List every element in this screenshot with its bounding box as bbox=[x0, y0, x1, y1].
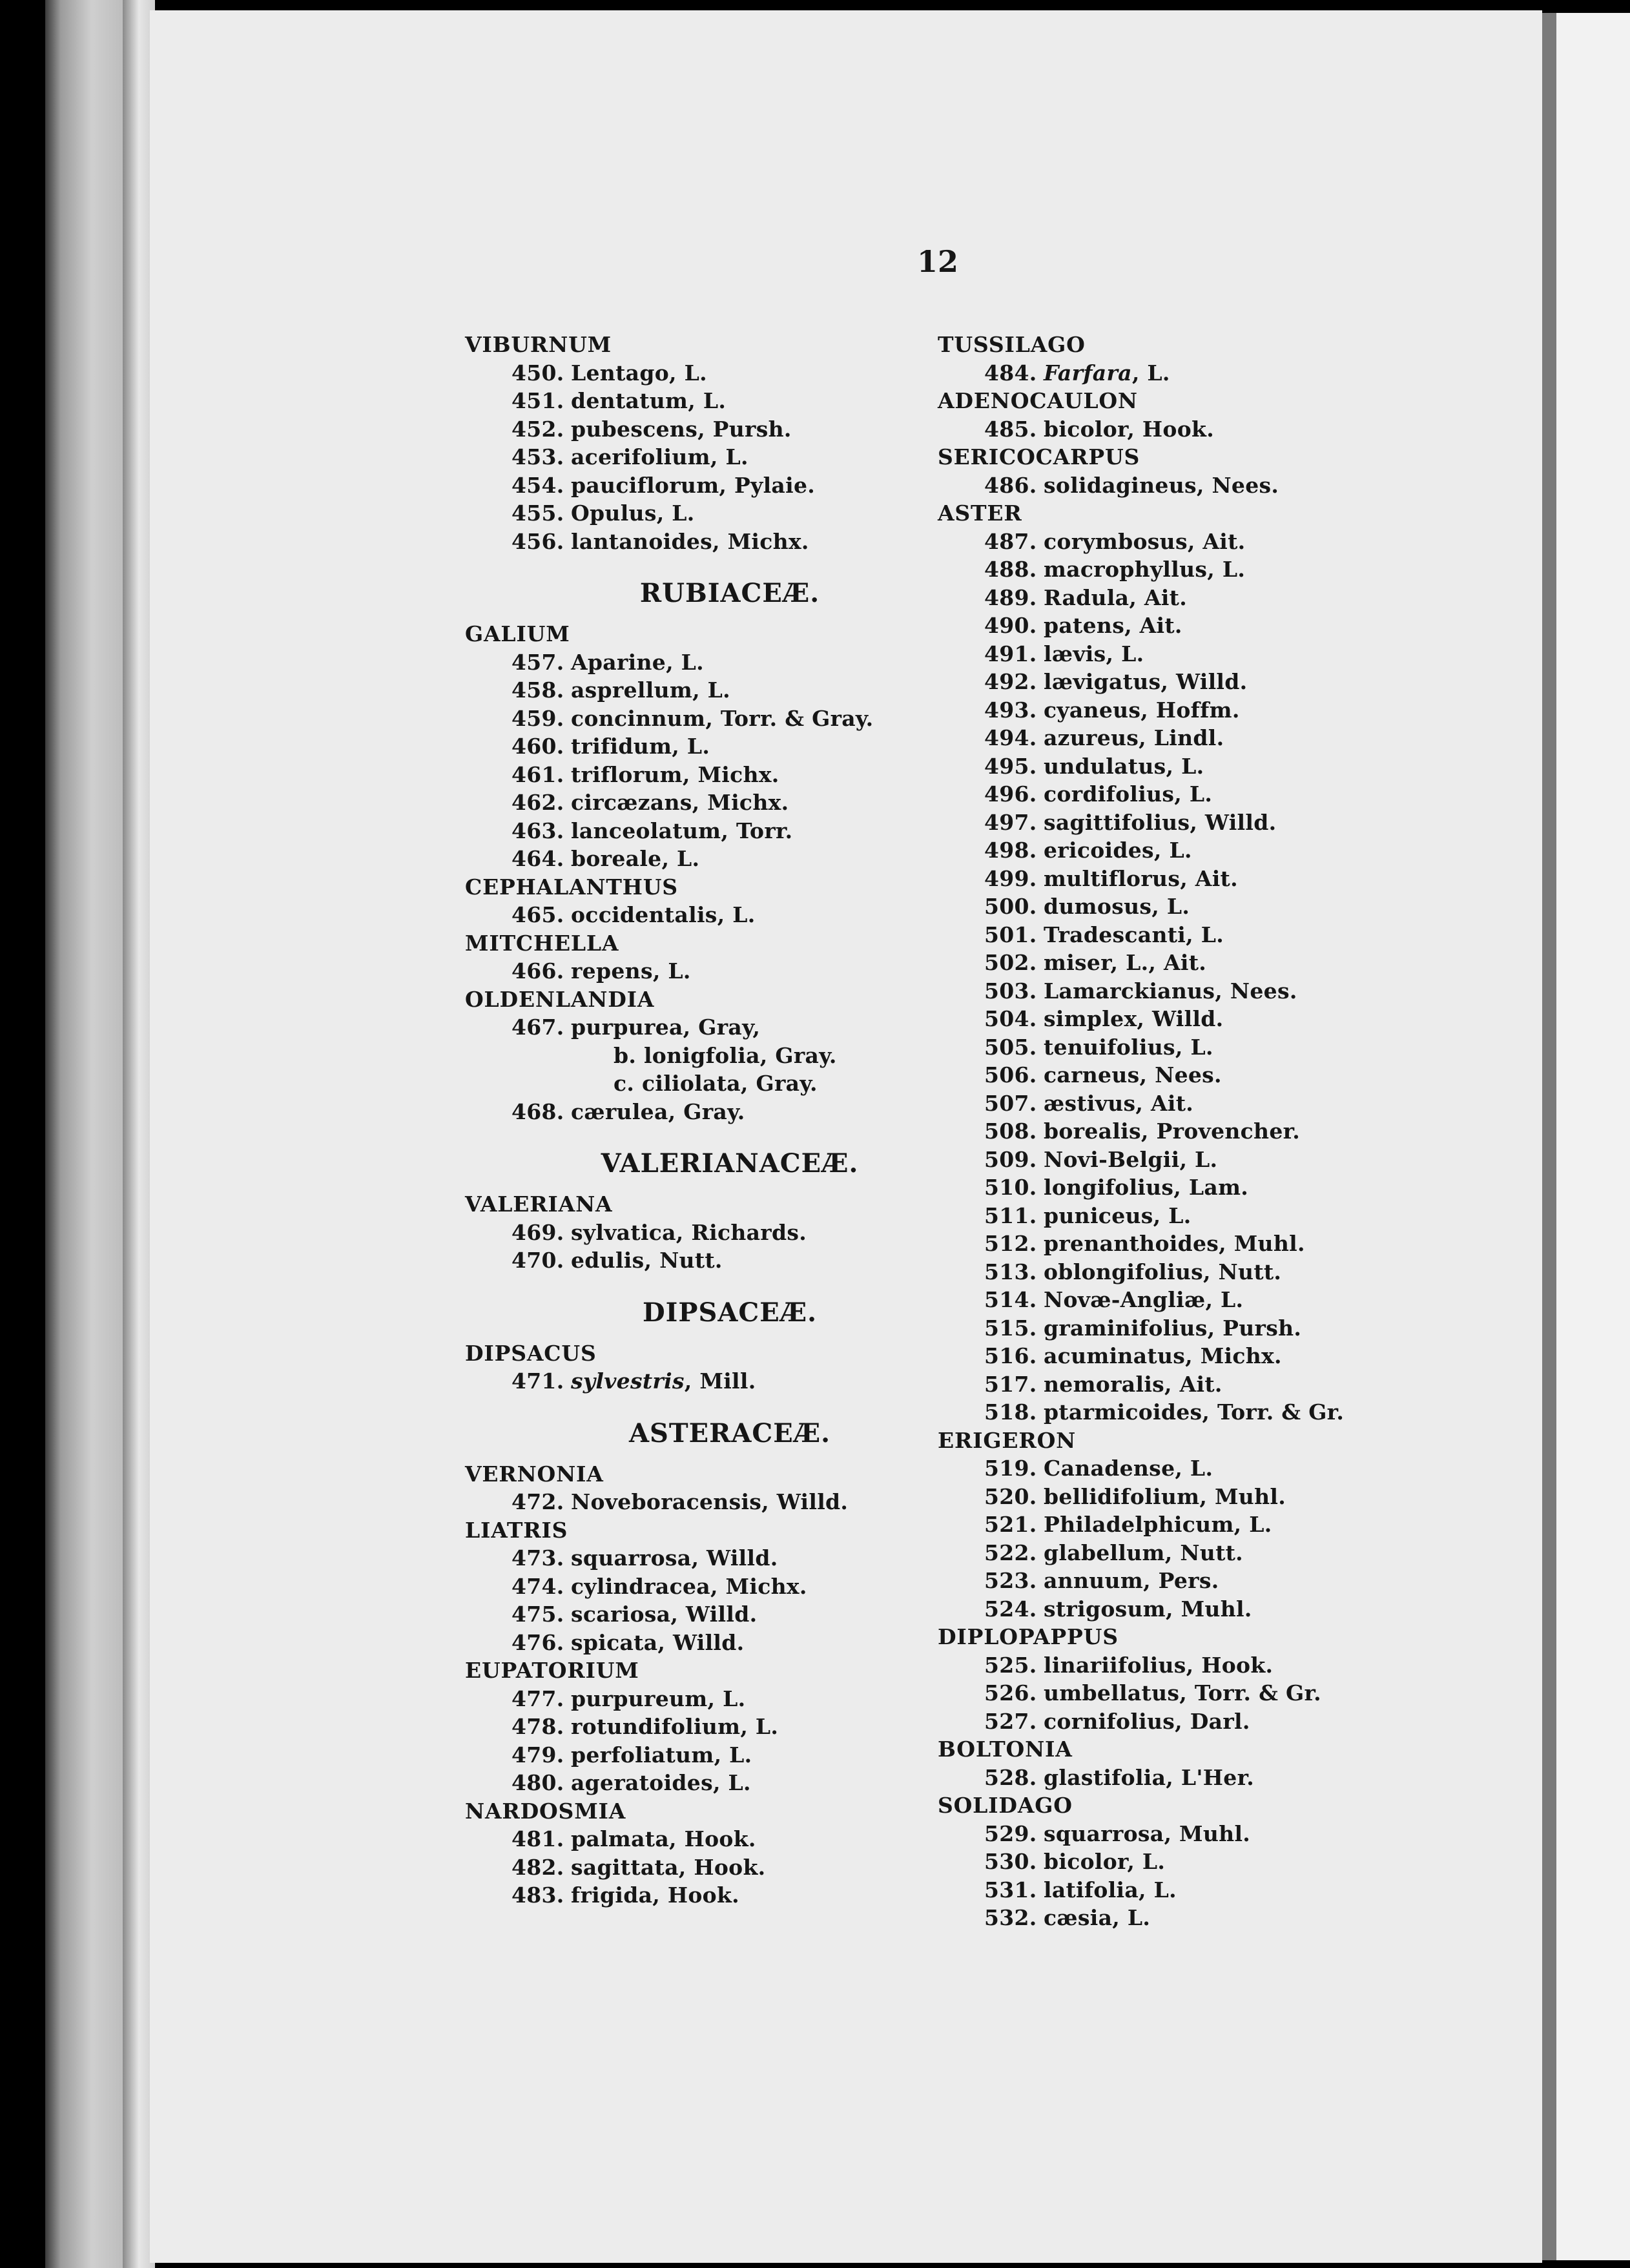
species-name: corymbosus, Ait. bbox=[1044, 528, 1246, 554]
species-name: miser, L., Ait. bbox=[1044, 950, 1207, 975]
entry-number: 522. bbox=[984, 1540, 1037, 1565]
genus-heading: CEPHALANTHUS bbox=[465, 874, 678, 900]
entry-number: 498. bbox=[984, 838, 1037, 863]
entry-number: 489. bbox=[984, 584, 1037, 610]
species-name: squarrosa, Willd. bbox=[571, 1545, 778, 1571]
entry-number: 475. bbox=[511, 1602, 564, 1627]
species-name: triflorum, Michx. bbox=[571, 761, 779, 787]
family-heading: ASTERACEÆ. bbox=[628, 1418, 831, 1448]
genus-heading: VERNONIA bbox=[465, 1461, 604, 1487]
entry-number: 471. bbox=[511, 1368, 564, 1394]
species-entry bbox=[938, 668, 1519, 696]
species-name: sagittifolius, Willd. bbox=[1044, 809, 1277, 835]
entry-number: 484. bbox=[984, 360, 1037, 386]
species-name: dentatum, L. bbox=[571, 388, 727, 413]
species-name: Canadense, L. bbox=[1044, 1456, 1213, 1481]
species-name: solidagineus, Nees. bbox=[1044, 472, 1279, 498]
species-name: puniceus, L. bbox=[1044, 1202, 1192, 1228]
species-entry bbox=[938, 836, 1519, 865]
species-entry bbox=[938, 1454, 1519, 1483]
species-entry bbox=[938, 1146, 1519, 1174]
species-name: scariosa, Willd. bbox=[571, 1602, 758, 1627]
species-name: pubescens, Pursh. bbox=[571, 416, 792, 442]
entry-number: 505. bbox=[984, 1034, 1037, 1060]
species-name: oblongifolius, Nutt. bbox=[1044, 1259, 1282, 1284]
species-name: frigida, Hook. bbox=[571, 1882, 739, 1908]
species-name: cylindracea, Michx. bbox=[571, 1573, 807, 1599]
genus-heading: DIPSACUS bbox=[465, 1340, 597, 1366]
species-entry bbox=[938, 1117, 1519, 1146]
entry-number: 483. bbox=[511, 1882, 564, 1908]
species-name: prenanthoides, Muhl. bbox=[1044, 1231, 1305, 1256]
species-name: annuum, Pers. bbox=[1044, 1568, 1219, 1593]
facing-page-edge bbox=[1556, 13, 1630, 2260]
species-name: sylvestris bbox=[571, 1368, 685, 1394]
family-heading: VALERIANACEÆ. bbox=[601, 1148, 859, 1179]
species-name: glastifolia, L'Her. bbox=[1044, 1764, 1255, 1790]
entry-number: 478. bbox=[511, 1714, 564, 1739]
species-entry bbox=[938, 555, 1519, 584]
species-entry bbox=[938, 1230, 1519, 1258]
genus-heading: ASTER bbox=[938, 500, 1022, 526]
species-entry bbox=[938, 1314, 1519, 1343]
species-name: æstivus, Ait. bbox=[1044, 1090, 1194, 1116]
entry-number: 515. bbox=[984, 1315, 1037, 1341]
variety-entry: b. lonigfolia, Gray. bbox=[614, 1042, 837, 1068]
entry-number: 477. bbox=[511, 1686, 564, 1711]
entry-number: 491. bbox=[984, 641, 1037, 666]
species-name: Novæ-Angliæ, L. bbox=[1044, 1287, 1244, 1312]
species-name: Philadelphicum, L. bbox=[1044, 1512, 1272, 1537]
species-name: longifolius, Lam. bbox=[1044, 1175, 1249, 1200]
species-name: ptarmicoides, Torr. & Gr. bbox=[1044, 1399, 1345, 1425]
species-name: bellidifolium, Muhl. bbox=[1044, 1483, 1286, 1509]
species-name: occidentalis, L. bbox=[571, 902, 756, 927]
entry-number: 455. bbox=[511, 500, 564, 526]
entry-number: 488. bbox=[984, 557, 1037, 582]
species-name: concinnum, Torr. & Gray. bbox=[571, 705, 874, 731]
species-name: acerifolium, L. bbox=[571, 444, 748, 469]
species-name: Lentago, L. bbox=[571, 360, 707, 386]
species-entry bbox=[938, 1173, 1519, 1202]
entry-number: 492. bbox=[984, 669, 1037, 694]
species-entry bbox=[938, 1202, 1519, 1230]
entry-number: 504. bbox=[984, 1006, 1037, 1031]
entry-number: 479. bbox=[511, 1742, 564, 1768]
species-entry bbox=[938, 612, 1519, 640]
species-name: ericoides, L. bbox=[1044, 838, 1192, 863]
entry-number: 456. bbox=[511, 528, 564, 554]
species-entry bbox=[938, 1258, 1519, 1286]
entry-number: 472. bbox=[511, 1489, 564, 1514]
species-name: acuminatus, Michx. bbox=[1044, 1343, 1282, 1368]
species-entry bbox=[938, 471, 1519, 500]
entry-number: 495. bbox=[984, 753, 1037, 779]
species-name: lævis, L. bbox=[1044, 641, 1144, 666]
entry-number: 531. bbox=[984, 1877, 1037, 1902]
genus-heading: LIATRIS bbox=[465, 1517, 568, 1543]
entry-number: 473. bbox=[511, 1545, 564, 1571]
entry-number: 526. bbox=[984, 1680, 1037, 1706]
family-heading: DIPSACEÆ. bbox=[642, 1297, 817, 1328]
entry-number: 459. bbox=[511, 705, 564, 731]
entry-number: 454. bbox=[511, 472, 564, 498]
entry-number: 481. bbox=[511, 1826, 564, 1851]
entry-number: 511. bbox=[984, 1202, 1037, 1228]
species-entry bbox=[938, 359, 1519, 387]
entry-number: 463. bbox=[511, 818, 564, 843]
entry-number: 485. bbox=[984, 416, 1037, 442]
species-entry bbox=[938, 1848, 1519, 1876]
species-entry bbox=[938, 415, 1519, 444]
entry-number: 486. bbox=[984, 472, 1037, 498]
species-entry bbox=[938, 528, 1519, 556]
page-number: 12 bbox=[917, 244, 959, 279]
species-entry bbox=[938, 1764, 1519, 1792]
entry-number: 468. bbox=[511, 1098, 564, 1124]
genus-heading: SOLIDAGO bbox=[938, 1793, 1073, 1818]
species-entry bbox=[938, 1061, 1519, 1089]
entry-number: 502. bbox=[984, 950, 1037, 975]
species-name: cordifolius, L. bbox=[1044, 781, 1213, 807]
entry-number: 457. bbox=[511, 649, 564, 675]
species-entry bbox=[938, 1089, 1519, 1118]
species-name: graminifolius, Pursh. bbox=[1044, 1315, 1302, 1341]
right-column bbox=[938, 331, 1519, 1932]
entry-number: 532. bbox=[984, 1905, 1037, 1930]
species-entry bbox=[938, 921, 1519, 949]
species-name: purpurea, Gray, bbox=[571, 1015, 761, 1040]
species-entry bbox=[938, 1033, 1519, 1062]
entry-number: 503. bbox=[984, 978, 1037, 1004]
species-entry bbox=[938, 780, 1519, 809]
species-entry bbox=[938, 1398, 1519, 1427]
entry-number: 506. bbox=[984, 1062, 1037, 1088]
species-name: trifidum, L. bbox=[571, 734, 710, 759]
species-entry bbox=[938, 892, 1519, 921]
entry-number: 458. bbox=[511, 677, 564, 703]
entry-number: 476. bbox=[511, 1629, 564, 1655]
variety-entry: c. ciliolata, Gray. bbox=[614, 1071, 818, 1096]
entry-number: 514. bbox=[984, 1287, 1037, 1312]
species-name: repens, L. bbox=[571, 958, 691, 984]
entry-number: 474. bbox=[511, 1573, 564, 1599]
entry-number: 523. bbox=[984, 1568, 1037, 1593]
species-name: linariifolius, Hook. bbox=[1044, 1652, 1274, 1678]
entry-number: 513. bbox=[984, 1259, 1037, 1284]
entry-number: 470. bbox=[511, 1248, 564, 1273]
species-entry bbox=[938, 1567, 1519, 1595]
entry-number: 520. bbox=[984, 1483, 1037, 1509]
species-entry bbox=[938, 977, 1519, 1005]
entry-number: 452. bbox=[511, 416, 564, 442]
species-name: tenuifolius, L. bbox=[1044, 1034, 1213, 1060]
entry-number: 496. bbox=[984, 781, 1037, 807]
species-name: Novi-Belgii, L. bbox=[1044, 1146, 1218, 1172]
species-name: purpureum, L. bbox=[571, 1686, 746, 1711]
entry-number: 482. bbox=[511, 1854, 564, 1880]
species-name: palmata, Hook. bbox=[571, 1826, 756, 1851]
species-name: carneus, Nees. bbox=[1044, 1062, 1222, 1088]
species-authority: , L. bbox=[1131, 360, 1170, 386]
species-entry bbox=[938, 696, 1519, 725]
species-name: cærulea, Gray. bbox=[571, 1098, 745, 1124]
genus-heading: EUPATORIUM bbox=[465, 1658, 639, 1683]
entry-number: 453. bbox=[511, 444, 564, 469]
entry-number: 450. bbox=[511, 360, 564, 386]
species-name: asprellum, L. bbox=[571, 677, 730, 703]
species-name: undulatus, L. bbox=[1044, 753, 1204, 779]
species-name: lanceolatum, Torr. bbox=[571, 818, 793, 843]
species-name: edulis, Nutt. bbox=[571, 1248, 723, 1273]
genus-heading: ADENOCAULON bbox=[938, 388, 1138, 413]
entry-number: 494. bbox=[984, 725, 1037, 750]
species-name: multiflorus, Ait. bbox=[1044, 865, 1238, 891]
genus-heading: MITCHELLA bbox=[465, 930, 619, 956]
species-name: cæsia, L. bbox=[1044, 1905, 1151, 1930]
species-entry bbox=[938, 1904, 1519, 1932]
species-name: strigosum, Muhl. bbox=[1044, 1596, 1252, 1622]
species-name: Noveboracensis, Willd. bbox=[571, 1489, 849, 1514]
entry-number: 490. bbox=[984, 613, 1037, 638]
entry-number: 525. bbox=[984, 1652, 1037, 1678]
species-name: nemoralis, Ait. bbox=[1044, 1371, 1222, 1397]
species-entry bbox=[938, 752, 1519, 781]
entry-number: 507. bbox=[984, 1090, 1037, 1116]
entry-number: 529. bbox=[984, 1820, 1037, 1846]
species-entry bbox=[938, 809, 1519, 837]
entry-number: 509. bbox=[984, 1146, 1037, 1172]
entry-number: 530. bbox=[984, 1849, 1037, 1874]
entry-number: 499. bbox=[984, 865, 1037, 891]
species-name: simplex, Willd. bbox=[1044, 1006, 1224, 1031]
entry-number: 500. bbox=[984, 894, 1037, 919]
species-name: lævigatus, Willd. bbox=[1044, 669, 1248, 694]
species-name: circæzans, Michx. bbox=[571, 790, 789, 815]
species-entry bbox=[938, 1651, 1519, 1680]
species-entry bbox=[938, 724, 1519, 752]
species-name: squarrosa, Muhl. bbox=[1044, 1820, 1251, 1846]
entry-number: 519. bbox=[984, 1456, 1037, 1481]
species-entry bbox=[938, 865, 1519, 893]
species-name: glabellum, Nutt. bbox=[1044, 1540, 1243, 1565]
entry-number: 462. bbox=[511, 790, 564, 815]
entry-number: 451. bbox=[511, 388, 564, 413]
entry-number: 497. bbox=[984, 809, 1037, 835]
entry-number: 469. bbox=[511, 1219, 564, 1245]
species-name: azureus, Lindl. bbox=[1044, 725, 1224, 750]
species-name: Aparine, L. bbox=[571, 649, 704, 675]
species-entry bbox=[938, 1876, 1519, 1904]
entry-number: 524. bbox=[984, 1596, 1037, 1622]
species-name: ageratoides, L. bbox=[571, 1770, 751, 1795]
entry-number: 512. bbox=[984, 1231, 1037, 1256]
species-entry bbox=[938, 1820, 1519, 1848]
entry-number: 464. bbox=[511, 846, 564, 871]
species-name: Tradescanti, L. bbox=[1044, 922, 1224, 947]
genus-heading: SERICOCARPUS bbox=[938, 444, 1140, 469]
entry-number: 480. bbox=[511, 1770, 564, 1795]
species-name: cyaneus, Hoffm. bbox=[1044, 697, 1240, 723]
entry-number: 527. bbox=[984, 1708, 1037, 1734]
entry-number: 501. bbox=[984, 922, 1037, 947]
species-entry bbox=[938, 1370, 1519, 1399]
species-authority: , Mill. bbox=[684, 1368, 756, 1394]
entry-number: 487. bbox=[984, 528, 1037, 554]
species-entry bbox=[938, 1539, 1519, 1567]
entry-number: 461. bbox=[511, 761, 564, 787]
species-entry bbox=[938, 640, 1519, 668]
page-stack-edge bbox=[45, 0, 123, 2268]
species-name: bicolor, Hook. bbox=[1044, 416, 1214, 442]
species-name: rotundifolium, L. bbox=[571, 1714, 779, 1739]
entry-number: 521. bbox=[984, 1512, 1037, 1537]
species-name: dumosus, L. bbox=[1044, 894, 1190, 919]
species-name: perfoliatum, L. bbox=[571, 1742, 752, 1768]
species-entry bbox=[938, 949, 1519, 977]
entry-number: 516. bbox=[984, 1343, 1037, 1368]
genus-heading: VIBURNUM bbox=[465, 332, 612, 357]
species-name: Radula, Ait. bbox=[1044, 584, 1187, 610]
species-name: cornifolius, Darl. bbox=[1044, 1708, 1250, 1734]
species-name: macrophyllus, L. bbox=[1044, 557, 1246, 582]
entry-number: 467. bbox=[511, 1015, 564, 1040]
family-heading: RUBIACEÆ. bbox=[639, 578, 820, 608]
species-entry bbox=[938, 1342, 1519, 1370]
species-name: borealis, Provencher. bbox=[1044, 1119, 1301, 1144]
entry-number: 510. bbox=[984, 1175, 1037, 1200]
species-entry bbox=[938, 1483, 1519, 1511]
species-name: Farfara bbox=[1044, 360, 1132, 386]
species-name: lantanoides, Michx. bbox=[571, 528, 809, 554]
entry-number: 518. bbox=[984, 1399, 1037, 1425]
species-name: sylvatica, Richards. bbox=[571, 1219, 807, 1245]
species-name: bicolor, L. bbox=[1044, 1849, 1166, 1874]
species-entry bbox=[938, 1707, 1519, 1736]
genus-heading: NARDOSMIA bbox=[465, 1798, 626, 1824]
species-entry bbox=[938, 584, 1519, 612]
genus-heading: ERIGERON bbox=[938, 1427, 1077, 1453]
species-entry bbox=[938, 1286, 1519, 1314]
entry-number: 465. bbox=[511, 902, 564, 927]
entry-number: 466. bbox=[511, 958, 564, 984]
species-name: pauciflorum, Pylaie. bbox=[571, 472, 816, 498]
species-entry bbox=[938, 1679, 1519, 1707]
species-name: umbellatus, Torr. & Gr. bbox=[1044, 1680, 1321, 1706]
page-gutter bbox=[1542, 13, 1556, 2260]
genus-heading: VALERIANA bbox=[465, 1191, 613, 1217]
species-name: Lamarckianus, Nees. bbox=[1044, 978, 1297, 1004]
species-entry bbox=[938, 1510, 1519, 1539]
entry-number: 460. bbox=[511, 734, 564, 759]
entry-number: 493. bbox=[984, 697, 1037, 723]
genus-heading: OLDENLANDIA bbox=[465, 986, 655, 1012]
species-name: patens, Ait. bbox=[1044, 613, 1182, 638]
genus-heading: DIPLOPAPPUS bbox=[938, 1624, 1119, 1649]
genus-heading: GALIUM bbox=[465, 621, 570, 646]
species-name: sagittata, Hook. bbox=[571, 1854, 766, 1880]
species-name: Opulus, L. bbox=[571, 500, 695, 526]
entry-number: 517. bbox=[984, 1371, 1037, 1397]
species-name: spicata, Willd. bbox=[571, 1629, 745, 1655]
genus-heading: BOLTONIA bbox=[938, 1737, 1073, 1762]
species-entry bbox=[938, 1595, 1519, 1624]
species-name: latifolia, L. bbox=[1044, 1877, 1177, 1902]
genus-heading: TUSSILAGO bbox=[938, 332, 1086, 357]
species-name: boreale, L. bbox=[571, 846, 700, 871]
species-entry bbox=[938, 1005, 1519, 1033]
entry-number: 528. bbox=[984, 1764, 1037, 1790]
entry-number: 508. bbox=[984, 1119, 1037, 1144]
